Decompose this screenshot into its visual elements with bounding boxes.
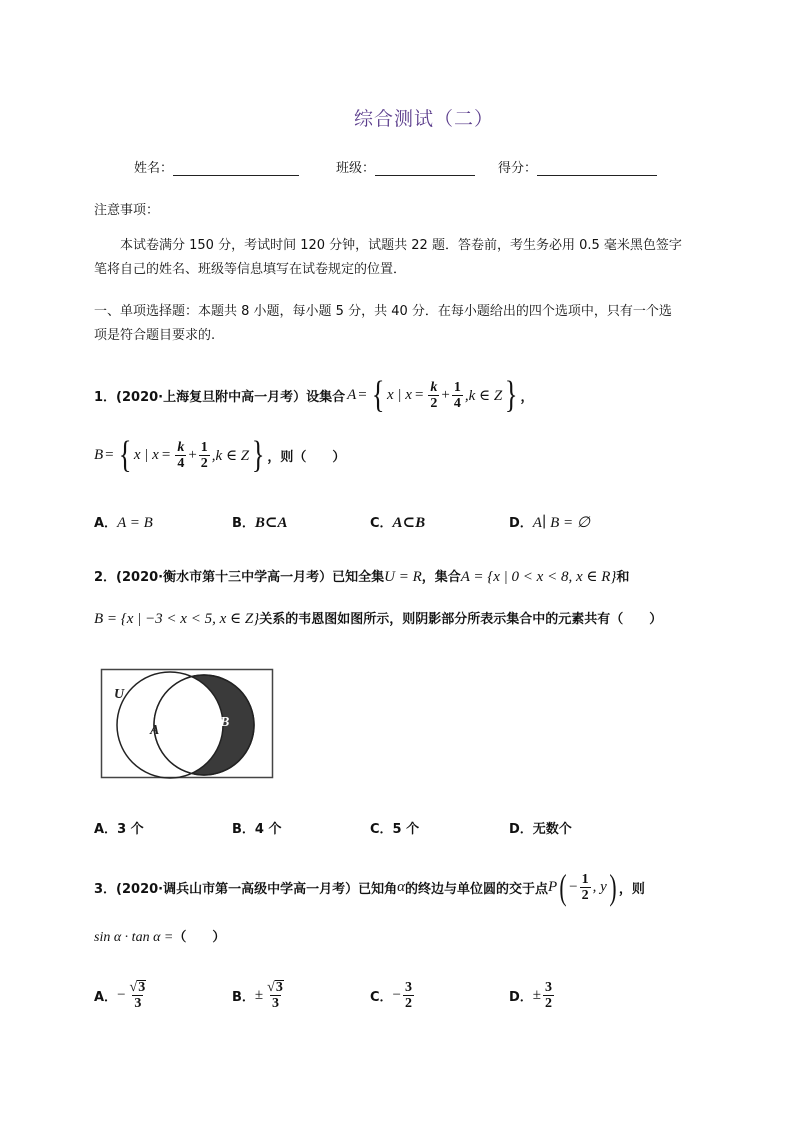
question-2: 2．(2020·衡水市第十三中学高一月考）已知全集U = R，集合A = {x | 0 < x < 8, x ∈ R}和 [94,569,630,585]
q3-option-a[interactable]: A． − $\frac{√3}{3}$ [94,979,146,1011]
q1-frac4: $\frac{1}{2}$ [200,439,208,471]
q2-setB: B = {x | −3 < x < 5, x ∈ Z} [94,611,260,627]
question-1-line2: B = { x | x = $\frac{k}{4}$ + $\frac{1}{2}$ ,k ∈ Z } ，则（ ） [94,434,346,476]
q2-option-c[interactable]: C．5 个 [370,822,420,837]
notes-line2: 笔将自己的姓名、班级等信息填写在试卷规定的位置． [94,262,407,277]
q1-setB-name: B [94,446,104,463]
q3-option-b[interactable]: B． ± $\frac{√3}{3}$ [232,979,283,1011]
notes-heading: 注意事项： [94,203,160,218]
q3-alpha: α [397,878,405,895]
q2-suffix: 关系的韦恩图如图所示，则阴影部分所表示集合中的元素共有（ ） [259,612,663,627]
q2-option-a[interactable]: A．3 个 [94,822,144,837]
q1-setA-cond1: x | x [387,386,412,403]
score-label: 得分： [498,161,538,176]
venn-u-label: U [114,687,125,702]
q1-option-a[interactable]: A．A = B [94,515,153,531]
question-3-line2: sin α · tan α =（ ） [94,930,226,945]
q3-option-c[interactable]: C． − $\frac{3}{2}$ [370,979,413,1011]
question-2-line2 [94,608,662,628]
q3-option-d[interactable]: D． ± $\frac{3}{2}$ [509,979,553,1011]
page-title: 综合测试（二） [353,108,494,130]
q1-setB-cond1: x | x [133,446,159,463]
q2-prefix: 2．(2020·衡水市第十三中学高一月考）已知全集 [94,570,385,585]
q2-universe: U = R [384,569,422,585]
q2-setA: A = {x | 0 < x < 8, x ∈ R} [460,569,617,585]
question-1: 1．(2020·上海复旦附中高一月考）设集合 A = { x | x = $\frac{k}{2}$ + $\frac{1}{4}$ ,k ∈ Z } ， [94,374,534,416]
q2-option-b[interactable]: B．4 个 [232,822,282,837]
q1-frac3: $\frac{k}{4}$ [177,439,185,471]
name-field[interactable] [134,157,299,176]
question-3: 3．(2020·调兵山市第一高级中学高一月考）已知角 α 的终边与单位圆的交于点 P ( − $\frac{1}{2}$ , y ) ，则 [94,867,645,907]
q1-prefix: 1．(2020·上海复旦附中高一月考）设集合 [94,389,346,405]
q1-frac1: $\frac{k}{2}$ [430,379,438,411]
q1-setA-name: A [347,386,357,403]
q1-option-c[interactable]: C．A⊂B [370,515,426,531]
venn-b-label: B [220,715,230,730]
q1-frac2: $\frac{1}{4}$ [453,379,461,411]
score-field[interactable] [498,157,657,176]
q3-expr: sin α · tan α = [94,930,174,945]
q1-option-b[interactable]: B．B⊂A [232,515,288,531]
class-label: 班级： [336,161,376,176]
name-label: 姓名： [134,161,174,176]
class-field[interactable] [336,157,475,176]
q1-option-d[interactable]: D．A∣ B = ∅ [509,515,590,531]
q1-setA-cond2: ,k ∈ Z [464,387,503,404]
notes-line1: 本试卷满分 150 分，考试时间 120 分钟，试题共 22 题．答卷前，考生务必用 0.5 毫米黑色签字 [120,238,682,253]
q2-option-d[interactable]: D．无数个 [509,822,572,837]
venn-diagram [100,668,274,780]
q3-prefix: 3．(2020·调兵山市第一高级中学高一月考）已知角 [94,881,398,897]
section1-line1: 一、单项选择题：本题共 8 小题，每小题 5 分，共 40 分．在每小题给出的四个选项中，只有一个选 [94,304,672,319]
q1-suffix: ，则（ ） [267,449,346,465]
q3-point-name: P [548,878,558,895]
section1-line2: 项是符合题目要求的. [94,328,216,343]
q3-point-frac: $\frac{1}{2}$ [581,871,589,903]
venn-a-label: A [150,723,160,738]
q1-setB-cond2: ,k ∈ Z [211,447,250,464]
